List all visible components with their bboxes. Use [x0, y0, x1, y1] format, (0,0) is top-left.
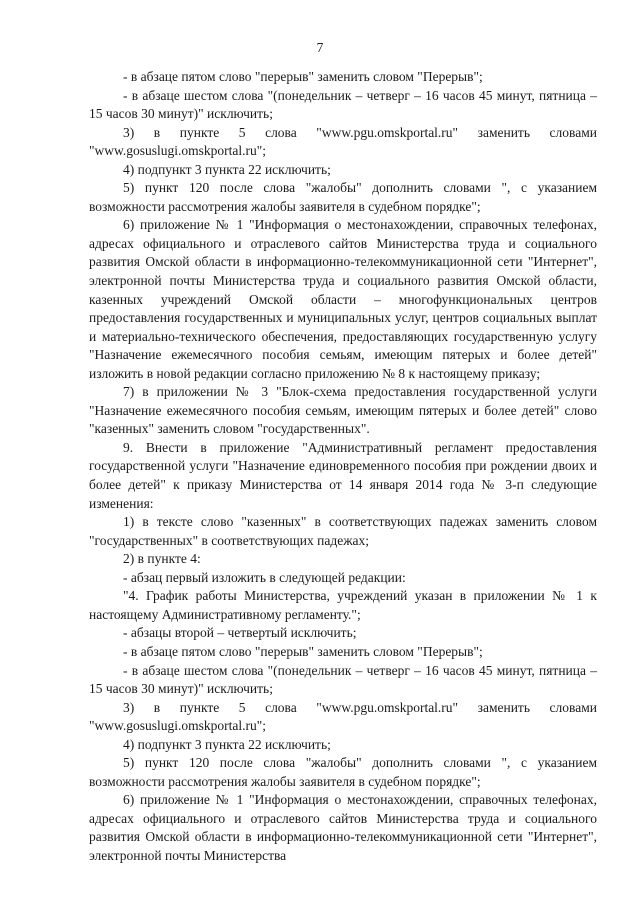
paragraph: - в абзаце пятом слово "перерыв" заменить словом "Перерыв";: [123, 69, 483, 84]
paragraph: 2) в пункте 4:: [123, 551, 201, 567]
page-number: 7: [316, 40, 324, 55]
paragraph: - абзац первый изложить в следующей редакции:: [123, 569, 406, 585]
paragraph: 5) пункт 120 после слова "жалобы" дополнить словами ", с указанием возможности рассмотрения жалобы заявителя в судебном порядке";: [89, 180, 597, 214]
paragraph: "4. График работы Министерства, учреждений указан в приложении № 1 к настоящему Административному регламенту.";: [89, 588, 597, 622]
paragraph: - в абзаце шестом слова "(понедельник – четверг – 16 часов 45 минут, пятница – 15 часов 30 минут)" исключить;: [89, 662, 597, 697]
paragraph: 6) приложение № 1 "Информация о местонахождении, справочных телефонах, адресах официального и отраслевого сайтов Министерства труда и социального развития Омской области в информационно-телекоммуникационной сети "Интернет", электронной почты Министерства труда и социального развития Омской области, казенных учреждений Омской области – многофункциональных центров предоставления государственных и муниципальных услуг, центров социальных выплат и материально-технического обеспечения, предоставляющих государственную услугу "Назначение ежемесячного пособия семьям, имеющим пятерых и более детей" изложить в новой редакции согласно приложению № 8 к настоящему приказу;: [89, 217, 597, 381]
paragraph: 5) пункт 120 после слова "жалобы" дополнить словами ", с указанием возможности рассмотрения жалобы заявителя в судебном порядке";: [89, 755, 597, 789]
document-body: [89, 68, 597, 866]
paragraph: 9. Внести в приложение "Административный регламент предоставления государственной услуги "Назначение единовременного пособия при рождении двоих и более детей" к приказу Министерства от 14 января 2014 года № 3-п следующие изменения:: [89, 439, 597, 511]
paragraph: 4) подпункт 3 пункта 22 исключить;: [123, 736, 331, 752]
paragraph: 4) подпункт 3 пункта 22 исключить;: [123, 161, 331, 177]
paragraph: 3) в пункте 5 слова "www.pgu.omskportal.ru" заменить словами "www.gosuslugi.omskportal.ru";: [89, 699, 597, 734]
paragraph: 1) в тексте слово "казенных" в соответствующих падежах заменить словом "государственных" в соответствующих падежах;: [89, 514, 597, 548]
paragraph: 7) в приложении № 3 "Блок-схема предоставления государственной услуги "Назначение ежемесячного пособия семьям, имеющим пятерых и более детей" слово "казенных" заменить словом "государственных".: [89, 384, 597, 437]
paragraph: - в абзаце пятом слово "перерыв" заменить словом "Перерыв";: [123, 643, 483, 659]
paragraph: 3) в пункте 5 слова "www.pgu.omskportal.ru" заменить словами "www.gosuslugi.omskportal.ru";: [89, 124, 597, 159]
paragraph: - в абзаце шестом слова "(понедельник – четверг – 16 часов 45 минут, пятница – 15 часов 30 минут)" исключить;: [89, 87, 597, 122]
paragraph: 6) приложение № 1 "Информация о местонахождении, справочных телефонах, адресах официального и отраслевого сайтов Министерства труда и социального развития Омской области в информационно-телекоммуникационной сети "Интернет", электронной почты Министерства: [89, 792, 597, 863]
paragraph: - абзацы второй – четвертый исключить;: [123, 625, 357, 641]
